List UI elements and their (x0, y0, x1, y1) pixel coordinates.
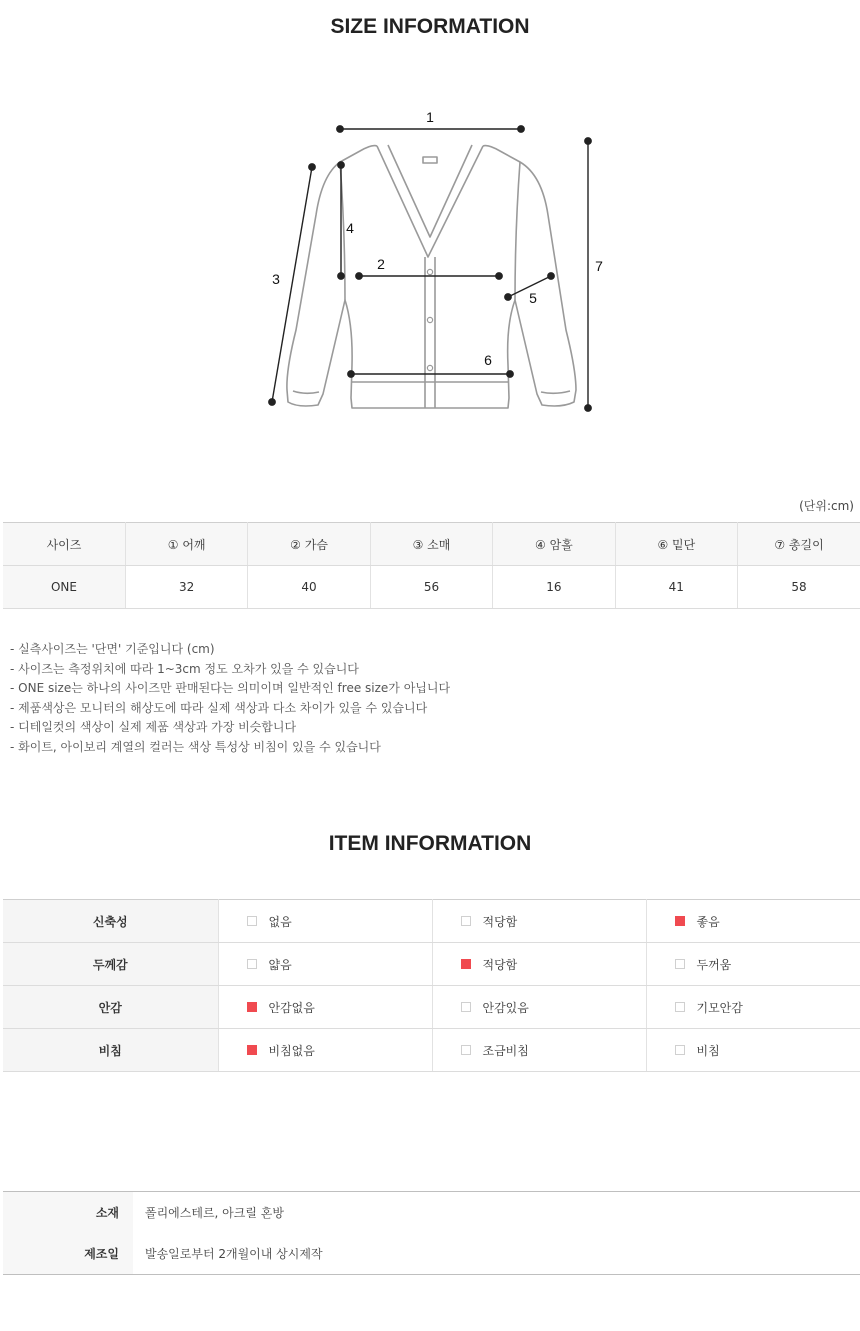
item-row-thickness (3, 943, 860, 986)
header-cell: ③ 소매 (370, 523, 492, 566)
note-item: - 화이트, 아이보리 계열의 컬러는 색상 특성상 비침이 있을 수 있습니다 (10, 739, 381, 754)
header-cell: ⑥ 밑단 (615, 523, 737, 566)
option-cell (218, 900, 432, 943)
option-cell (218, 1029, 432, 1072)
spec-label: 소재 (3, 1192, 133, 1234)
measure-label-2: 2 (377, 256, 385, 272)
option-cell (432, 943, 646, 986)
checkbox-icon (675, 959, 685, 969)
size-table-row (3, 566, 860, 609)
option-label: 두꺼움 (696, 957, 732, 972)
note-item: - 제품색상은 모니터의 해상도에 따라 실제 색상과 다소 차이가 있을 수 있습니다 (10, 700, 428, 715)
header-cell: ② 가슴 (248, 523, 370, 566)
unit-label: (단위:cm) (799, 499, 854, 513)
checkbox-checked-icon (247, 1045, 257, 1055)
size-value-cell: 41 (615, 566, 737, 609)
checkbox-icon (675, 1002, 685, 1012)
option-cell (218, 943, 432, 986)
size-name-cell: ONE (3, 566, 125, 609)
header-cell: ⑦ 총길이 (738, 523, 860, 566)
size-information-title: SIZE INFORMATION (330, 15, 530, 38)
header-cell: ① 어깨 (125, 523, 247, 566)
option-cell (432, 900, 646, 943)
size-value-cell: 40 (248, 566, 370, 609)
checkbox-icon (461, 916, 471, 926)
spec-table (3, 1191, 860, 1275)
item-label: 안감 (3, 986, 218, 1029)
size-table (3, 522, 860, 609)
item-row-elasticity (3, 900, 860, 943)
item-info-table (3, 899, 860, 1072)
option-cell (432, 986, 646, 1029)
measure-label-4: 4 (346, 220, 354, 236)
option-label: 비침 (696, 1043, 720, 1058)
item-label: 비침 (3, 1029, 218, 1072)
note-item: - 실측사이즈는 '단면' 기준입니다 (cm) (10, 642, 215, 656)
option-label: 적당함 (482, 957, 518, 972)
note-item: - 디테일컷의 색상이 실제 제품 색상과 가장 비슷합니다 (10, 720, 297, 734)
option-cell (646, 943, 860, 986)
option-label: 안감없음 (268, 1000, 315, 1015)
measure-label-1: 1 (426, 109, 434, 125)
option-cell (432, 1029, 646, 1072)
checkbox-icon (247, 916, 257, 926)
item-row-lining (3, 986, 860, 1029)
cardigan-buttons (427, 269, 432, 370)
checkbox-checked-icon (461, 959, 471, 969)
measure-label-5: 5 (529, 290, 537, 306)
option-label: 조금비침 (482, 1043, 529, 1058)
size-value-cell: 58 (738, 566, 860, 609)
checkbox-checked-icon (675, 916, 685, 926)
spec-value: 발송일로부터 2개월이내 상시제작 (145, 1247, 323, 1261)
spec-label: 제조일 (3, 1233, 133, 1275)
option-label: 기모안감 (696, 1000, 743, 1015)
spec-row-material (3, 1192, 860, 1234)
option-cell (646, 1029, 860, 1072)
header-cell: ④ 암홀 (493, 523, 615, 566)
measure-label-7: 7 (595, 258, 603, 274)
checkbox-icon (461, 1002, 471, 1012)
option-label: 없음 (268, 914, 292, 929)
option-cell (646, 986, 860, 1029)
item-row-sheerness (3, 1029, 860, 1072)
option-label: 좋음 (696, 914, 720, 929)
note-item: - ONE size는 하나의 사이즈만 판매된다는 의미이며 일반적인 free size가 아닙니다 (10, 681, 451, 695)
option-label: 비침없음 (268, 1043, 315, 1058)
size-value-cell: 32 (125, 566, 247, 609)
option-label: 안감있음 (482, 1000, 529, 1015)
size-table-header-row (3, 523, 860, 566)
measure-label-3: 3 (272, 271, 280, 287)
spec-value: 폴리에스테르, 아크릴 혼방 (145, 1206, 284, 1220)
size-value-cell: 56 (370, 566, 492, 609)
note-item: - 사이즈는 측정위치에 따라 1~3cm 정도 오차가 있을 수 있습니다 (10, 661, 359, 676)
spec-row-manufacture (3, 1233, 860, 1275)
checkbox-icon (247, 959, 257, 969)
item-label: 신축성 (3, 900, 218, 943)
size-value-cell: 16 (493, 566, 615, 609)
option-label: 얇음 (268, 957, 292, 972)
option-cell (218, 986, 432, 1029)
cardigan-size-diagram (0, 100, 860, 430)
item-information-title: ITEM INFORMATION (328, 832, 532, 855)
item-label: 두께감 (3, 943, 218, 986)
checkbox-checked-icon (247, 1002, 257, 1012)
checkbox-icon (675, 1045, 685, 1055)
option-cell (646, 900, 860, 943)
size-notes (10, 640, 450, 757)
option-label: 적당함 (482, 914, 518, 929)
checkbox-icon (461, 1045, 471, 1055)
measure-label-6: 6 (484, 352, 492, 368)
header-cell: 사이즈 (3, 523, 125, 566)
